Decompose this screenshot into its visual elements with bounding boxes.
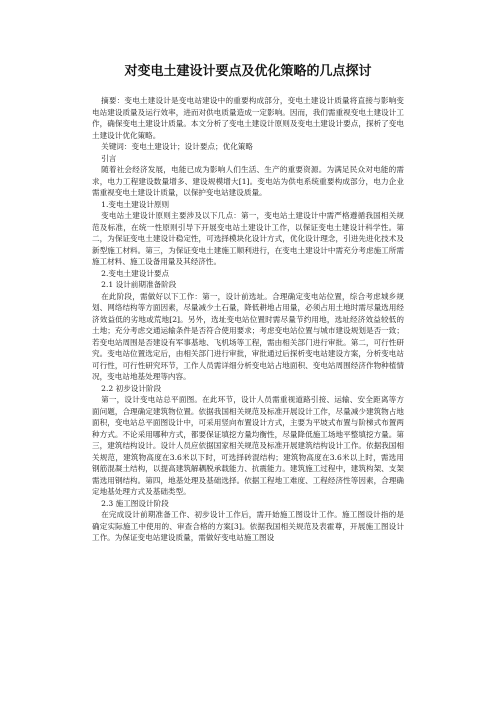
section-2-3-heading: 2.3 施工图设计阶段 — [101, 498, 169, 508]
intro-heading: 引言 — [101, 153, 117, 163]
section-1-paragraph: 变电站土建设计原则主要涉及以下几点：第一，变电站土建设计中需严格遵循我国相关规范及标准，在统一性原则引导下开展变电站土建设计工作，以保证变电土建设计科学性。第二，为保证变电土建设计稳定性，可选择模块化设计方式，优化设计理念，引进先进化技术及新型施工材料。第三，为保证变电土建施工顺利进行，在变电土建设计中需充分考虑施工所需施工材料、施工设备用量及其经济性。 — [92, 211, 404, 266]
section-2-2-heading: 2.2 初步设计阶段 — [101, 383, 162, 393]
section-2-heading: 2.变电土建设计要点 — [101, 268, 170, 278]
section-2-1-paragraph: 在此阶段，需做好以下工作：第一，设计前选址。合理确定变电站位置，综合考虑城乡规划、网络结构等方面因素，尽量减少土石量，降低耕地占用量，必须占用土地时需尽量选用经济效益低的劣地或荒地[2]。另外，选址变电站位置时需尽量节约用地，选址经济效益较低的土地；充分考虑交通运输条件是否符合使用要求；考虑变电站位置与城市建设规划是否一致；若变电站周围是否建设有军事基地、飞机场等工程，需由相关部门进行审批。第二，可行性研究。变电站位置选定后，由相关部门进行审批，审批通过后探析变电站建设方案，分析变电站可行性，可行性研究环节，工作人员需详细分析变电站占地面积、变电站周围经济作物种植情况，变电站地基处理等内容。 — [92, 291, 404, 381]
intro-paragraph: 随着社会经济发展，电能已成为影响人们生活、生产的重要资源。为满足民众对电能的需求，电力工程建设数量增多、建设规模增大[1]。变电站为供电系统重要构成部分，电力企业需重视变电土建设计质量，以保护变电站建设质量。 — [92, 165, 404, 197]
section-2-3-paragraph: 在完成设计前期准备工作、初步设计工作后，需开始施工图设计工作。施工图设计指的是确定实际施工中使用的、审查合格的方案[3]。依据我国相关规范及表霍尊，开展施工图设计工作。为保证变电站建设质量，需做好变电站施工图设 — [92, 510, 404, 542]
section-2-2-paragraph: 第一，设计变电站总平面图。在此环节，设计人员需重视道路引接、运输、安全距离等方面问题，合理确定建筑物位置。依据我国相关规范及标准开展设计工作，尽量减少建筑物占地面积，变电站总平面图设计中，可采用竖向布置设计方式，主要为平坡式布置与阶梯式布置两种方式。不论采用哪种方式，都要保证填挖方量均衡性，尽量降低施工场地平整填挖方量。第三，建筑结构设计。设计人员应依据国家相关规范及标准开展建筑结构设计工作。依据我国相关规范，建筑物高度在3.6米以下时，可选择砖混结构；建筑物高度在3.6米以上时，需选用钢筋混凝土结构，以提高建筑解耦脱承载能力、抗震能力。建筑施工过程中，建筑构架、支架需选用钢结构。第四，地基处理及基础选择。依据工程地工难度、工程经济性等因素，合理确定地基处理方式及基础类型。 — [92, 395, 404, 496]
section-2-1-heading: 2.1 设计前期准备阶段 — [101, 280, 177, 289]
section-1-heading: 1.变电土建设计原则 — [101, 199, 170, 209]
document-title: 对变电土建设计要点及优化策略的几点探讨 — [124, 64, 372, 79]
abstract: 摘要：变电土建设计是变电站建设中的重要构成部分，变电土建设计质量将直接与影响变电站建设质量及运行效率，进而对供电质量造成一定影响。因而，我们需重视变电土建设计工作，确保变电土建设计质量。本文分析了变电土建设计原则及变电土建设计要点，探析了变电土建设计优化策略。 — [92, 96, 404, 140]
keywords: 关键词：变电土建设计；设计要点；优化策略 — [101, 142, 253, 151]
